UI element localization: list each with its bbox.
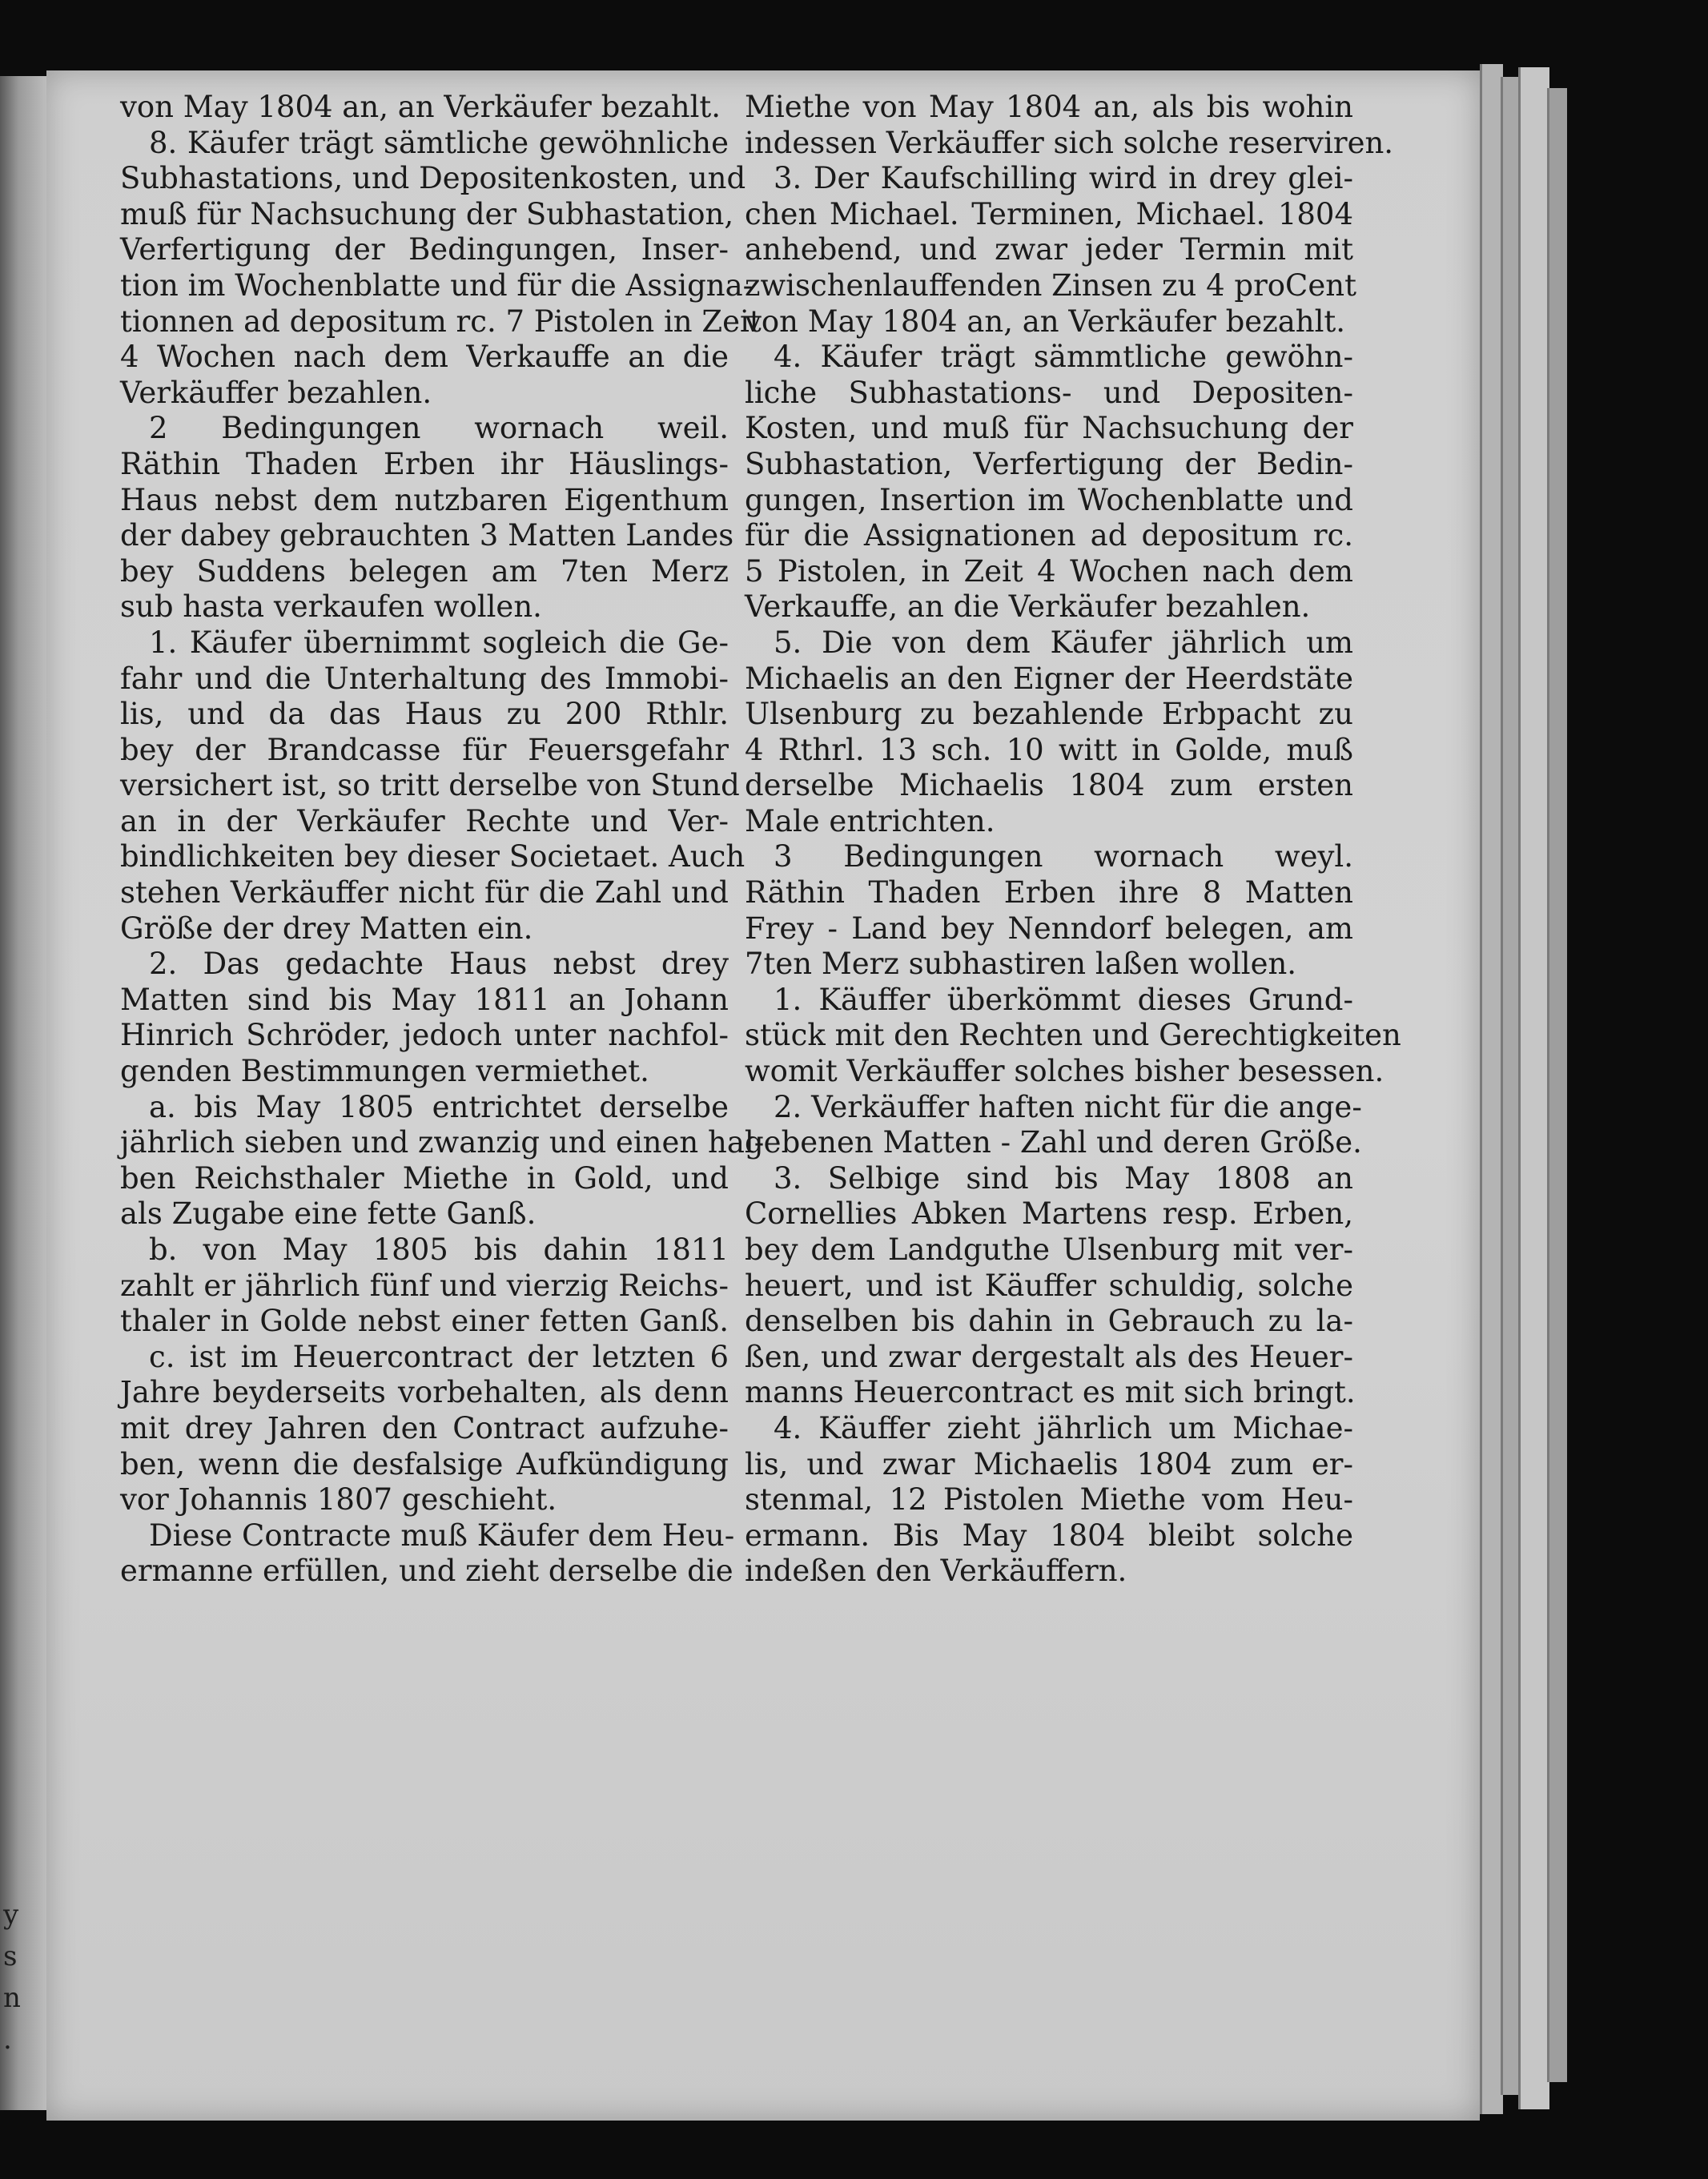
text-line: gungen, Insertion im Wochenblatte und: [745, 482, 1353, 517]
text-line: manns Heuercontract es mit sich bringt.: [745, 1375, 1356, 1410]
text-line: a. bis May 1805 entrichtet derselbe: [149, 1089, 729, 1124]
text-line: ßen, und zwar dergestalt als des Heuer-: [745, 1339, 1353, 1374]
text-line: 2 Bedingungen wornach weil.: [149, 411, 729, 446]
text-line: bey der Brandcasse für Feuersgefahr: [120, 732, 729, 767]
text-line: indeßen den Verkäuffern.: [745, 1554, 1127, 1589]
text-line: 4 Wochen nach dem Verkauffe an die: [120, 340, 729, 375]
text-line: gebenen Matten - Zahl und deren Größe.: [745, 1125, 1362, 1160]
text-line: 8. Käufer trägt sämtliche gewöhnliche: [149, 125, 729, 160]
text-line: der dabey gebrauchten 3 Matten Landes: [120, 518, 734, 553]
text-line: Male entrichten.: [745, 803, 995, 838]
text-line: Diese Contracte muß Käufer dem Heu-: [149, 1518, 735, 1553]
text-line: 3. Der Kaufschilling wird in drey glei-: [774, 161, 1353, 196]
text-line: Ulsenburg zu bezahlende Erbpacht zu: [745, 697, 1353, 732]
text-line: bey dem Landguthe Ulsenburg mit ver-: [745, 1232, 1353, 1267]
text-line: Michaelis an den Eigner der Heerdstäte: [745, 661, 1353, 696]
page-stack-edge: [1547, 88, 1567, 2082]
text-line: sub hasta verkaufen wollen.: [120, 589, 542, 625]
text-line: Kosten, und muß für Nachsuchung der: [745, 411, 1353, 446]
edge-mark: n: [3, 1982, 21, 2014]
text-line: Cornellies Abken Martens resp. Erben,: [745, 1196, 1353, 1232]
text-line: für die Assignationen ad depositum rc.: [745, 518, 1353, 553]
text-line: mit drey Jahren den Contract aufzuhe-: [120, 1410, 729, 1445]
text-line: Hinrich Schröder, jedoch unter nachfol-: [120, 1018, 729, 1053]
text-line: ermann. Bis May 1804 bleibt solche: [745, 1518, 1353, 1553]
text-line: vor Johannis 1807 geschieht.: [120, 1482, 557, 1518]
text-line: Jahre beyderseits vorbehalten, als denn: [120, 1375, 729, 1410]
page-stack-edge: [1518, 67, 1549, 2109]
text-line: ben Reichsthaler Miethe in Gold, und: [120, 1160, 729, 1196]
text-line: Miethe von May 1804 an, als bis wohin: [745, 90, 1353, 124]
right-text-column: [745, 90, 1401, 1590]
edge-mark: s: [3, 1940, 18, 1972]
text-line: von May 1804 an, an Verkäufer bezahlt.: [745, 304, 1346, 339]
text-line: Größe der drey Matten ein.: [120, 911, 533, 946]
text-line: chen Michael. Terminen, Michael. 1804: [745, 196, 1353, 231]
text-line: jährlich sieben und zwanzig und einen hal-: [120, 1125, 765, 1160]
text-line: 2. Verkäuffer haften nicht für die ange-: [774, 1089, 1362, 1124]
text-line: zwischenlauffenden Zinsen zu 4 proCent: [745, 267, 1356, 303]
text-line: anhebend, und zwar jeder Termin mit: [745, 232, 1353, 267]
text-line: bey Suddens belegen am 7ten Merz: [120, 553, 729, 589]
text-line: 5 Pistolen, in Zeit 4 Wochen nach dem: [745, 553, 1353, 589]
text-line: bindlichkeiten bey dieser Societaet. Auch: [120, 839, 745, 874]
text-line: tion im Wochenblatte und für die Assigna-: [120, 267, 754, 303]
text-line: zahlt er jährlich fünf und vierzig Reichs-: [120, 1268, 729, 1303]
edge-mark: y: [3, 1899, 19, 1931]
text-line: 5. Die von dem Käufer jährlich um: [774, 625, 1353, 660]
text-line: versichert ist, so tritt derselbe von Stund: [120, 768, 740, 803]
text-line: 7ten Merz subhastiren laßen wollen.: [745, 947, 1297, 982]
text-line: Verkauffe, an die Verkäufer bezahlen.: [745, 589, 1311, 625]
text-line: 4. Käuffer zieht jährlich um Michae-: [774, 1410, 1353, 1445]
text-line: Subhastations, und Depositenkosten, und: [120, 161, 746, 196]
left-page-edge: [0, 76, 50, 2110]
text-line: thaler in Golde nebst einer fetten Ganß.: [120, 1304, 729, 1339]
text-line: tionnen ad depositum rc. 7 Pistolen in Zeit: [120, 304, 762, 339]
left-edge-marks: [3, 1894, 35, 2060]
text-line: c. ist im Heuercontract der letzten 6: [149, 1339, 729, 1374]
text-line: von May 1804 an, an Verkäufer bezahlt.: [120, 90, 721, 124]
page-stack-edge: [1480, 64, 1503, 2114]
text-line: 1. Käuffer überkömmt dieses Grund-: [774, 982, 1353, 1017]
text-line: Matten sind bis May 1811 an Johann: [120, 982, 729, 1017]
text-line: lis, und da das Haus zu 200 Rthlr.: [120, 697, 729, 732]
text-line: lis, und zwar Michaelis 1804 zum er-: [745, 1446, 1353, 1481]
text-line: Frey - Land bey Nenndorf belegen, am: [745, 911, 1353, 946]
left-text-column: [120, 90, 765, 1590]
text-line: genden Bestimmungen vermiethet.: [120, 1054, 649, 1089]
text-line: Räthin Thaden Erben ihre 8 Matten: [745, 875, 1353, 911]
text-line: indessen Verkäuffer sich solche reserviren.: [745, 125, 1394, 160]
text-line: denselben bis dahin in Gebrauch zu la-: [745, 1304, 1353, 1339]
text-line: heuert, und ist Käuffer schuldig, solche: [745, 1268, 1353, 1303]
text-line: stenmal, 12 Pistolen Miethe vom Heu-: [745, 1482, 1353, 1518]
text-line: Subhastation, Verfertigung der Bedin-: [745, 446, 1353, 481]
text-line: stehen Verkäuffer nicht für die Zahl und: [120, 875, 729, 911]
text-line: ben, wenn die desfalsige Aufkündigung: [120, 1446, 729, 1481]
text-line: muß für Nachsuchung der Subhastation,: [120, 196, 734, 231]
text-line: 2. Das gedachte Haus nebst drey: [149, 947, 729, 982]
text-line: an in der Verkäufer Rechte und Ver-: [120, 803, 729, 838]
text-line: 1. Käufer übernimmt sogleich die Ge-: [149, 625, 729, 660]
text-line: b. von May 1805 bis dahin 1811: [149, 1232, 729, 1267]
text-line: 3 Bedingungen wornach weyl.: [774, 839, 1353, 874]
text-line: womit Verkäuffer solches bisher besessen.: [745, 1054, 1384, 1089]
text-line: 4. Käufer trägt sämmtliche gewöhn-: [774, 340, 1353, 375]
text-line: fahr und die Unterhaltung des Immobi-: [120, 661, 729, 696]
edge-mark: .: [3, 2024, 12, 2056]
text-line: liche Subhastations- und Depositen-: [745, 375, 1353, 410]
text-line: stück mit den Rechten und Gerechtigkeiten: [745, 1018, 1401, 1053]
text-line: Verkäuffer bezahlen.: [120, 375, 432, 410]
text-line: Verfertigung der Bedingungen, Inser-: [120, 232, 729, 267]
text-line: ermanne erfüllen, und zieht derselbe die: [120, 1554, 733, 1589]
text-line: 4 Rthrl. 13 sch. 10 witt in Golde, muß: [745, 732, 1353, 767]
text-line: Haus nebst dem nutzbaren Eigenthum: [120, 482, 729, 517]
text-line: als Zugabe eine fette Ganß.: [120, 1196, 537, 1232]
text-line: Räthin Thaden Erben ihr Häuslings-: [120, 446, 729, 481]
text-line: derselbe Michaelis 1804 zum ersten: [745, 768, 1353, 803]
text-line: 3. Selbige sind bis May 1808 an: [774, 1160, 1353, 1196]
